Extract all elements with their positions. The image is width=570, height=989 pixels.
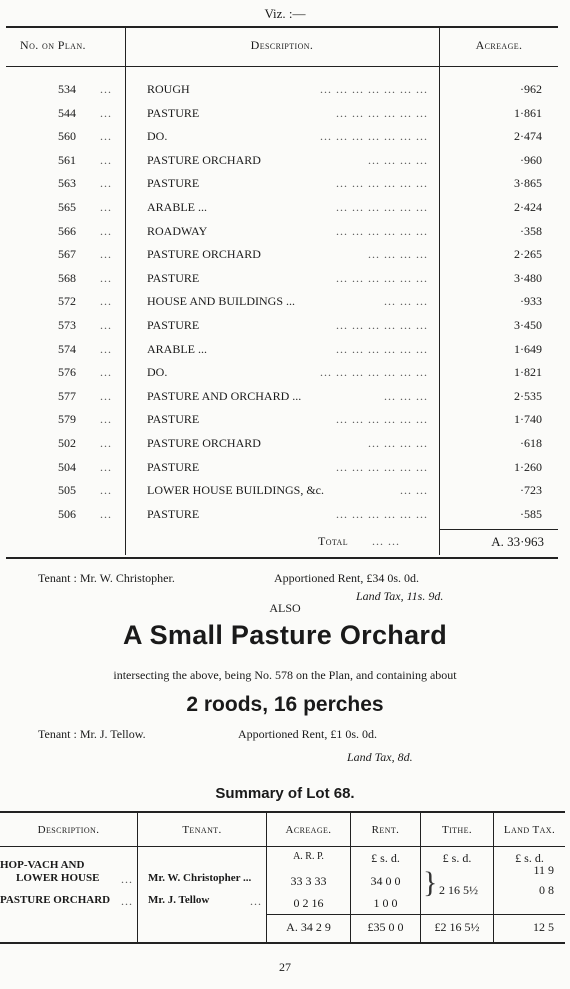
summary-row2-rent: 1 0 0 xyxy=(373,896,398,910)
plan-number-dots: ... xyxy=(100,460,112,474)
summary-row1-acreage: 33 3 33 xyxy=(290,874,327,888)
table-top-rule xyxy=(6,26,558,28)
plan-description: ROUGH xyxy=(147,82,190,96)
plan-description: PASTURE xyxy=(147,106,200,120)
total-value: A. 33·963 xyxy=(491,534,544,549)
summary-total-land-tax: 12 5 xyxy=(533,920,554,934)
plan-number-dots: ... xyxy=(100,507,112,521)
plan-description: PASTURE AND ORCHARD ... xyxy=(147,389,302,403)
plan-number: 576 xyxy=(58,365,76,379)
summary-row2-tenant-dots: ... xyxy=(250,894,262,908)
summary-row2-acreage: 0 2 16 xyxy=(293,896,324,910)
summary-row1-tenant: Mr. W. Christopher ... xyxy=(148,872,252,884)
summary-tithe-combined: 2 16 5½ xyxy=(439,883,478,897)
summary-top-rule xyxy=(0,811,565,813)
plan-number-dots: ... xyxy=(100,342,112,356)
plan-number-dots: ... xyxy=(100,200,112,214)
plan-number: 565 xyxy=(58,200,76,214)
summary-header-rule xyxy=(0,846,565,847)
total-rule xyxy=(440,529,558,530)
tenant-2-rent: Apportioned Rent, £1 0s. 0d. xyxy=(238,727,377,741)
plan-description: PASTURE ORCHARD xyxy=(147,247,261,261)
units-acreage: A. R. P. xyxy=(293,851,324,862)
plan-description-dots: ... ... ... ... ... ... xyxy=(336,342,428,356)
plan-description-dots: ... ... ... xyxy=(384,389,428,403)
summary-row1-land-tax: 0 8 xyxy=(539,883,554,897)
col-divider-1 xyxy=(125,28,126,555)
plan-acreage: ·960 xyxy=(520,153,542,167)
units-rent: £ s. d. xyxy=(371,851,400,865)
summary-row1-desc-b: LOWER HOUSE xyxy=(16,872,100,884)
header-description: Description. xyxy=(250,38,314,52)
plan-number: 574 xyxy=(58,342,76,356)
plan-number: 568 xyxy=(58,271,76,285)
plan-acreage: 3·450 xyxy=(514,318,542,332)
plan-number: 567 xyxy=(58,247,76,261)
plan-description: PASTURE xyxy=(147,318,200,332)
summary-header-acreage: Acreage. xyxy=(285,824,332,836)
plan-acreage: 1·649 xyxy=(514,342,542,356)
plan-number: 577 xyxy=(58,389,76,403)
plan-number: 566 xyxy=(58,224,76,238)
summary-row2-dots: ... xyxy=(121,894,133,908)
header-no-on-plan: No. on Plan. xyxy=(20,38,86,52)
plan-number-dots: ... xyxy=(100,153,112,167)
tenant-2-land-tax: Land Tax, 8d. xyxy=(347,750,413,764)
plan-number: 502 xyxy=(58,436,76,450)
plan-description: PASTURE xyxy=(147,460,200,474)
summary-bottom-rule xyxy=(0,942,565,944)
units-tithe: £ s. d. xyxy=(442,851,472,865)
plan-number-dots: ... xyxy=(100,389,112,403)
summary-title: Summary of Lot 68. xyxy=(215,785,355,802)
plan-number-dots: ... xyxy=(100,436,112,450)
tenant-1: Tenant : Mr. W. Christopher. xyxy=(38,571,175,585)
header-acreage: Acreage. xyxy=(475,38,523,52)
also-label: ALSO xyxy=(269,601,301,615)
plan-description-dots: ... ... ... ... ... ... xyxy=(336,318,428,332)
plan-number: 561 xyxy=(58,153,76,167)
summary-row2-desc: PASTURE ORCHARD xyxy=(0,894,111,906)
summary-row1-rent: 34 0 0 xyxy=(370,874,401,888)
plan-number-dots: ... xyxy=(100,224,112,238)
plan-description-dots: ... ... ... ... xyxy=(368,436,428,450)
plan-description-dots: ... ... ... ... ... ... ... xyxy=(320,82,428,96)
summary-header-tenant: Tenant. xyxy=(182,824,222,836)
plan-acreage: 1·740 xyxy=(514,412,542,426)
plan-description-dots: ... ... ... ... ... ... ... xyxy=(320,129,428,143)
plan-number: 544 xyxy=(58,106,76,120)
plan-number-dots: ... xyxy=(100,247,112,261)
plan-number-dots: ... xyxy=(100,176,112,190)
summary-total-rent: £35 0 0 xyxy=(367,920,404,934)
plan-description: PASTURE xyxy=(147,412,200,426)
tenant-1-rent: Apportioned Rent, £34 0s. 0d. xyxy=(274,571,419,585)
summary-total-acreage: A. 34 2 9 xyxy=(286,920,331,934)
plan-number-dots: ... xyxy=(100,129,112,143)
plan-number-dots: ... xyxy=(100,271,112,285)
plan-description-dots: ... ... ... xyxy=(384,294,428,308)
summary-header-description: Description. xyxy=(37,824,100,836)
plan-number-dots: ... xyxy=(100,412,112,426)
summary-row1-dots: ... xyxy=(121,872,133,886)
plan-number: 534 xyxy=(58,82,76,96)
plan-description-dots: ... ... ... ... ... ... xyxy=(336,176,428,190)
plan-description: HOUSE AND BUILDINGS ... xyxy=(147,294,296,308)
page-number: 27 xyxy=(279,960,291,974)
plan-description-dots: ... ... ... ... ... ... xyxy=(336,106,428,120)
summary-row2-tenant: Mr. J. Tellow xyxy=(148,894,210,906)
plan-description-dots: ... ... ... ... ... ... xyxy=(336,507,428,521)
plan-acreage: ·933 xyxy=(520,294,542,308)
plan-number: 563 xyxy=(58,176,76,190)
tenant-1-land-tax: Land Tax, 11s. 9d. xyxy=(356,589,444,603)
plan-acreage: ·962 xyxy=(520,82,542,96)
summary-totals-rule xyxy=(267,914,565,915)
summary-header-tithe: Tithe. xyxy=(441,824,473,836)
plan-description: PASTURE xyxy=(147,507,200,521)
plan-number: 504 xyxy=(58,460,76,474)
plan-acreage: 1·260 xyxy=(514,460,542,474)
plan-description-dots: ... ... ... ... xyxy=(368,153,428,167)
plan-description-dots: ... ... ... ... ... ... xyxy=(336,200,428,214)
plan-description-dots: ... ... xyxy=(400,483,428,497)
plan-acreage: 2·265 xyxy=(514,247,542,261)
plan-description-dots: ... ... ... ... ... ... xyxy=(336,460,428,474)
plan-description-dots: ... ... ... ... ... ... xyxy=(336,271,428,285)
tithe-brace: } xyxy=(423,866,438,899)
plan-description: ROADWAY xyxy=(147,224,208,238)
table-header-rule xyxy=(6,66,558,67)
orchard-heading: A Small Pasture Orchard xyxy=(122,620,448,650)
plan-number: 506 xyxy=(58,507,76,521)
viz-label: Viz. :— xyxy=(264,6,306,21)
plan-number-dots: ... xyxy=(100,294,112,308)
plan-description-dots: ... ... ... ... ... ... xyxy=(336,224,428,238)
plan-acreage: 3·480 xyxy=(514,271,542,285)
summary-header-land-tax: Land Tax. xyxy=(503,824,556,836)
table-bottom-rule xyxy=(6,557,558,559)
plan-description-dots: ... ... ... ... ... ... xyxy=(336,412,428,426)
total-label: Total xyxy=(318,534,349,548)
plan-number: 572 xyxy=(58,294,76,308)
summary-row1-desc-a: HOP-VACH AND xyxy=(0,859,85,871)
plan-acreage: 2·424 xyxy=(514,200,542,214)
plan-description-dots: ... ... ... ... ... ... ... xyxy=(320,365,428,379)
plan-acreage: ·585 xyxy=(520,507,542,521)
summary-total-tithe: £2 16 5½ xyxy=(434,920,480,934)
plan-number: 560 xyxy=(58,129,76,143)
plan-description: PASTURE ORCHARD xyxy=(147,436,261,450)
plan-number-dots: ... xyxy=(100,82,112,96)
plan-description: PASTURE xyxy=(147,176,200,190)
plan-number: 573 xyxy=(58,318,76,332)
orchard-size: 2 roods, 16 perches xyxy=(186,693,384,716)
plan-acreage: ·723 xyxy=(520,483,542,497)
plan-number-dots: ... xyxy=(100,318,112,332)
plan-number-dots: ... xyxy=(100,365,112,379)
plan-description: PASTURE xyxy=(147,271,200,285)
plan-acreage: 1·861 xyxy=(514,106,542,120)
plan-description: DO. xyxy=(147,129,168,143)
plan-description-dots: ... ... ... ... xyxy=(368,247,428,261)
plan-description: ARABLE ... xyxy=(147,200,207,214)
orchard-description: intersecting the above, being No. 578 on the Plan, and containing about xyxy=(113,668,457,682)
summary-row1-land-tax-top: 11 9 xyxy=(533,863,554,877)
plan-description: PASTURE ORCHARD xyxy=(147,153,261,167)
plan-acreage: 2·474 xyxy=(514,129,542,143)
plan-description: DO. xyxy=(147,365,168,379)
plan-description: ARABLE ... xyxy=(147,342,207,356)
plan-number: 505 xyxy=(58,483,76,497)
plan-acreage: ·618 xyxy=(520,436,542,450)
units-land-tax: £ s. d. xyxy=(515,851,544,865)
plan-number-dots: ... xyxy=(100,483,112,497)
summary-header-rent: Rent. xyxy=(371,824,400,836)
plan-number-dots: ... xyxy=(100,106,112,120)
plan-description: LOWER HOUSE BUILDINGS, &c. xyxy=(147,483,324,497)
plan-acreage: 3·865 xyxy=(514,176,542,190)
plan-number: 579 xyxy=(58,412,76,426)
total-dots: ... ... xyxy=(372,534,400,548)
tenant-2: Tenant : Mr. J. Tellow. xyxy=(38,727,146,741)
plan-acreage: 2·535 xyxy=(514,389,542,403)
plan-acreage: ·358 xyxy=(520,224,542,238)
plan-acreage: 1·821 xyxy=(514,365,542,379)
